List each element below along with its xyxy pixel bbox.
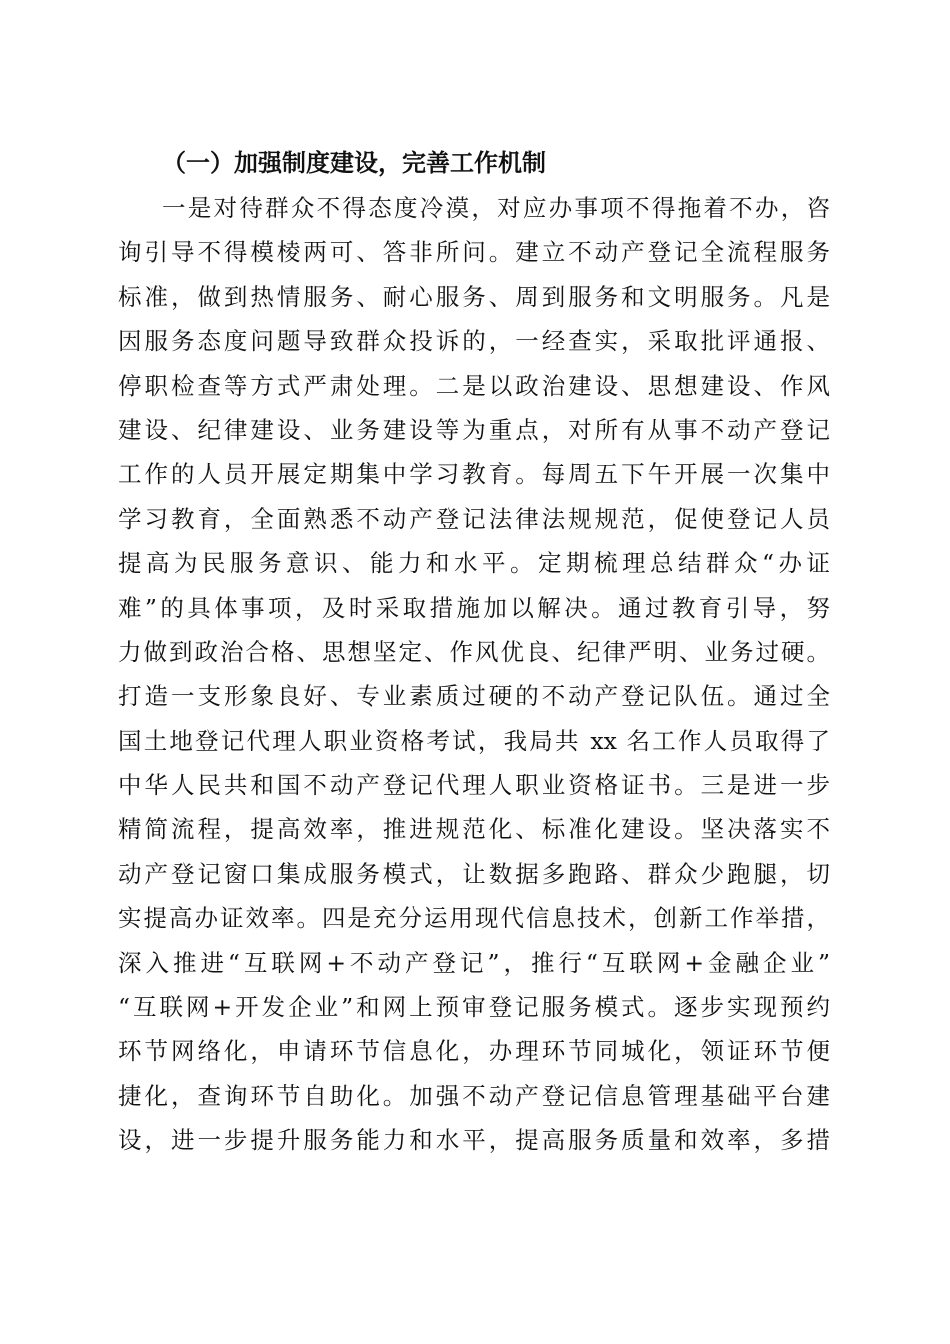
text-line: 环节网络化，申请环节信息化，办理环节同城化，领证环节便	[118, 1037, 830, 1066]
text-line: 停职检查等方式严肃处理。二是以政治建设、思想建设、作风	[118, 371, 830, 400]
text-line: 捷化，查询环节自助化。加强不动产登记信息管理基础平台建	[118, 1081, 830, 1110]
text-line: 提高为民服务意识、能力和水平。定期梳理总结群众“办证	[118, 549, 830, 578]
text-line: 难”的具体事项，及时采取措施加以解决。通过教育引导，努	[118, 593, 830, 622]
text-line: 询引导不得模棱两可、答非所问。建立不动产登记全流程服务	[118, 238, 830, 267]
text-line: 精简流程，提高效率，推进规范化、标准化建设。坚决落实不	[118, 815, 830, 844]
text-line: 因服务态度问题导致群众投诉的，一经查实，采取批评通报、	[118, 327, 830, 356]
text-line: 深入推进“互联网+不动产登记”，推行“互联网+金融企业”	[118, 948, 830, 977]
text-line: 打造一支形象良好、专业素质过硬的不动产登记队伍。通过全	[118, 682, 830, 711]
text-line: 动产登记窗口集成服务模式，让数据多跑路、群众少跑腿，切	[118, 859, 830, 888]
text-line: 工作的人员开展定期集中学习教育。每周五下午开展一次集中	[118, 460, 830, 489]
body-paragraph	[118, 186, 830, 1163]
section-heading: （一）加强制度建设，完善工作机制	[162, 148, 546, 177]
text-line: “互联网+开发企业”和网上预审登记服务模式。逐步实现预约	[118, 993, 830, 1022]
text-line: 中华人民共和国不动产登记代理人职业资格证书。三是进一步	[118, 771, 830, 800]
text-line: 标准，做到热情服务、耐心服务、周到服务和文明服务。凡是	[118, 282, 830, 311]
text-line: 设，进一步提升服务能力和水平，提高服务质量和效率，多措	[118, 1126, 830, 1155]
text-line: 国土地登记代理人职业资格考试，我局共 xx 名工作人员取得了	[118, 726, 830, 755]
text-line: 建设、纪律建设、业务建设等为重点，对所有从事不动产登记	[118, 415, 830, 444]
text-line: 一是对待群众不得态度冷漠，对应办事项不得拖着不办，咨	[162, 194, 830, 222]
text-line: 力做到政治合格、思想坚定、作风优良、纪律严明、业务过硬。	[118, 637, 830, 666]
text-line: 学习教育，全面熟悉不动产登记法律法规规范，促使登记人员	[118, 504, 830, 533]
text-line: 实提高办证效率。四是充分运用现代信息技术，创新工作举措，	[118, 904, 830, 933]
